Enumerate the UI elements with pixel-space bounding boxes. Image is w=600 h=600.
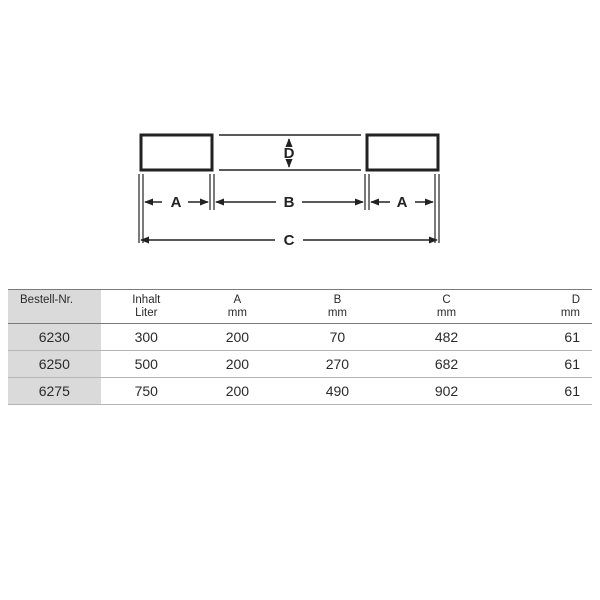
header-d: D mm — [501, 290, 592, 324]
cell-b: 70 — [329, 329, 346, 345]
table-row — [8, 351, 592, 378]
left-box — [141, 135, 212, 170]
cell-bestell-nr: 6275 — [8, 378, 101, 405]
label-d: D — [283, 145, 295, 162]
cell-inhalt: 750 — [134, 383, 158, 399]
header-row — [8, 290, 592, 324]
cell-b: 490 — [325, 383, 350, 399]
cell-a: 200 — [225, 383, 250, 399]
cell-c: 482 — [434, 329, 459, 345]
dimension-diagram — [0, 0, 600, 260]
header-inhalt: Inhalt Liter — [101, 290, 192, 324]
cell-bestell-nr: 6230 — [8, 324, 101, 351]
cell-inhalt: 300 — [134, 329, 158, 345]
cell-inhalt: 500 — [134, 356, 158, 372]
cell-d: 61 — [564, 383, 580, 399]
cell-d: 61 — [564, 329, 580, 345]
cell-a: 200 — [225, 329, 250, 345]
cell-c: 902 — [434, 383, 459, 399]
right-box — [367, 135, 438, 170]
cell-b: 270 — [325, 356, 350, 372]
table-row — [8, 378, 592, 405]
label-a-right: A — [396, 194, 408, 211]
header-b: B mm — [283, 290, 392, 324]
cell-bestell-nr: 6250 — [8, 351, 101, 378]
label-a-left: A — [170, 194, 182, 211]
label-b: B — [283, 194, 295, 211]
table-row — [8, 324, 592, 351]
cell-a: 200 — [225, 356, 250, 372]
header-a: A mm — [192, 290, 283, 324]
header-bestell-nr: Bestell-Nr. — [8, 290, 101, 324]
header-c: C mm — [392, 290, 501, 324]
cell-c: 682 — [434, 356, 459, 372]
spec-table — [8, 289, 592, 405]
cell-d: 61 — [564, 356, 580, 372]
label-c: C — [283, 232, 295, 249]
